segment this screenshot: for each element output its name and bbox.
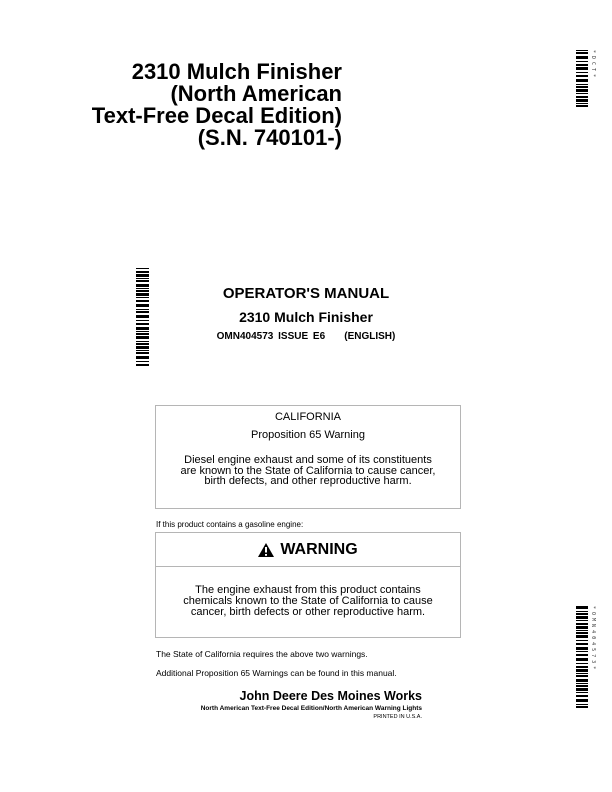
gasoline-warning-text xyxy=(156,585,460,618)
warning-line: cancer, birth defects or other reproductive harm. xyxy=(190,606,426,618)
gasoline-note: If this product contains a gasoline engine: xyxy=(156,520,304,529)
barcode-bar xyxy=(576,679,588,682)
barcode-bar xyxy=(576,666,588,668)
barcode-bar xyxy=(136,300,149,302)
barcode-bar xyxy=(576,640,588,641)
barcode-bars xyxy=(576,50,588,108)
additional-warnings-note: Additional Proposition 65 Warnings can be found in this manual. xyxy=(156,668,397,678)
barcode-bar xyxy=(136,274,149,277)
barcode-bar xyxy=(136,364,149,366)
edition-note: North American Text-Free Decal Edition/North American Warning Lights xyxy=(200,705,422,712)
barcode-bar xyxy=(136,350,149,351)
barcode-bar xyxy=(576,52,588,54)
barcode-bar xyxy=(576,647,588,650)
barcode-bar xyxy=(576,105,588,107)
barcode-bar xyxy=(136,280,149,282)
barcode-bottom-right xyxy=(576,606,596,712)
barcode-bar xyxy=(136,327,149,330)
title-line: Text-Free Decal Edition) xyxy=(91,103,342,128)
barcode-bar xyxy=(136,288,149,289)
barcode-bar xyxy=(576,67,588,70)
barcode-bar xyxy=(136,323,149,325)
barcode-bar xyxy=(576,658,588,661)
manual-heading: OPERATOR'S MANUAL xyxy=(222,285,390,302)
california-warning-text xyxy=(156,455,460,487)
publisher-name: John Deere Des Moines Works xyxy=(239,689,422,703)
barcode-bar xyxy=(576,99,588,102)
title-line: (S.N. 740101-) xyxy=(197,125,342,150)
barcode-bar xyxy=(576,50,588,51)
barcode-bar xyxy=(576,64,588,66)
barcode-bar xyxy=(576,613,588,615)
barcode-bar xyxy=(576,79,588,82)
barcode-bar xyxy=(136,341,149,342)
barcode-bar xyxy=(576,626,588,629)
barcode-bar xyxy=(576,692,588,693)
barcode-bar xyxy=(136,315,149,318)
barcode-bar xyxy=(576,61,588,62)
warning-line: Diesel engine exhaust and some of its constituents xyxy=(184,454,432,466)
barcode-bar xyxy=(136,336,149,339)
barcode-bar xyxy=(136,304,149,307)
barcode-bar xyxy=(576,699,588,702)
barcode-bars xyxy=(576,606,588,712)
barcode-bar xyxy=(576,704,588,705)
barcode-top-right xyxy=(576,50,596,108)
barcode-bar xyxy=(576,611,588,612)
barcode-bar xyxy=(576,651,588,652)
california-label: CALIFORNIA xyxy=(274,411,341,423)
title-line: 2310 Mulch Finisher xyxy=(131,59,342,84)
barcode-bar xyxy=(576,706,588,708)
manual-product: 2310 Mulch Finisher xyxy=(239,309,373,325)
barcode-bar xyxy=(136,352,149,354)
state-requires-note: The State of California requires the above two warnings. xyxy=(156,649,368,659)
barcode-bar xyxy=(136,278,149,279)
barcode-bar xyxy=(576,86,588,88)
proposition-label: Proposition 65 Warning xyxy=(251,429,365,441)
manual-issue: OMN404573 ISSUE E6 (ENGLISH) xyxy=(216,331,396,342)
barcode-bar xyxy=(576,635,588,638)
barcode-bar xyxy=(136,290,149,292)
warning-header xyxy=(156,533,460,567)
california-warning-box xyxy=(155,405,461,509)
printed-in: PRINTED IN U.S.A. xyxy=(373,714,422,720)
barcode-bar xyxy=(136,284,149,287)
warning-line: chemicals known to the State of California to cause xyxy=(183,595,433,607)
barcode-bar xyxy=(136,331,149,332)
barcode-bar xyxy=(576,695,588,697)
barcode-bar xyxy=(136,346,149,349)
barcode-bar xyxy=(136,356,149,359)
barcode-bar xyxy=(576,685,588,687)
barcode-bar xyxy=(576,96,588,98)
barcode-bar xyxy=(136,268,149,269)
document-title xyxy=(12,61,342,149)
barcode-bar xyxy=(576,654,588,656)
barcode-bar xyxy=(136,309,149,310)
barcode-bar xyxy=(576,93,588,94)
barcode-bar xyxy=(576,675,588,677)
title-line: (North American xyxy=(170,81,342,106)
barcode-bar xyxy=(576,688,588,691)
barcode-bar xyxy=(576,75,588,77)
barcode-bar xyxy=(576,72,588,73)
barcode-bar xyxy=(576,103,588,104)
barcode-bar xyxy=(576,643,588,645)
barcode-bar xyxy=(576,84,588,85)
barcode-bar xyxy=(136,271,149,273)
barcode-bar xyxy=(576,632,588,634)
warning-line: are known to the State of California to cause cancer, xyxy=(180,464,436,477)
barcode-bar xyxy=(576,89,588,92)
barcode-bar xyxy=(136,297,149,298)
barcode-bar xyxy=(576,683,588,684)
barcode-bar xyxy=(576,669,588,672)
barcode-bar xyxy=(576,623,588,625)
barcode-bar xyxy=(576,673,588,674)
barcode-bar xyxy=(576,620,588,621)
barcode-left xyxy=(136,268,149,367)
barcode-bar xyxy=(576,606,588,609)
barcode-bar xyxy=(136,333,149,335)
warning-triangle-icon xyxy=(258,543,274,557)
gasoline-warning-box xyxy=(155,532,461,638)
warning-line: The engine exhaust from this product contains xyxy=(195,584,421,596)
barcode-text: * D C T * xyxy=(590,50,596,78)
barcode-bar xyxy=(576,56,588,59)
barcode-bar xyxy=(576,663,588,664)
barcode-bar xyxy=(136,320,149,321)
warning-line: birth defects, and other reproductive harm. xyxy=(204,475,412,487)
warning-heading: WARNING xyxy=(280,540,358,558)
barcode-bar xyxy=(136,293,149,296)
barcode-bar xyxy=(136,343,149,345)
barcode-bar xyxy=(576,630,588,631)
barcode-bar xyxy=(576,616,588,619)
barcode-bar xyxy=(136,311,149,313)
barcode-text: * O M N 4 0 4 5 7 3 * xyxy=(590,606,596,670)
barcode-bar xyxy=(136,361,149,362)
